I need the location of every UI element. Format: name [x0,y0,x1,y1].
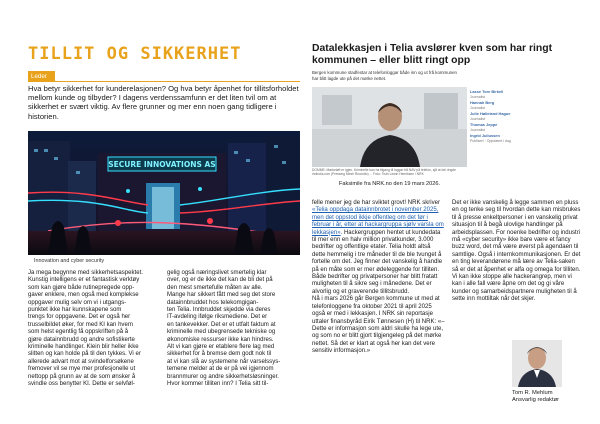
byline-name: Ingrid Juliussen [470,133,500,138]
editor-portrait [512,340,562,387]
facsimile-caption: Faksimile fra NRK.no den 19 mars 2026. [339,181,441,187]
facsimile-byline-list [470,90,580,145]
editor-name: Tom R. Mehlum [512,390,553,396]
byline-role: Publisert · Oppdatert i dag [470,138,511,143]
facsimile-photo [312,87,467,167]
article-column-3: felle mener jeg de har sviktet grovt! NRK skriver «Telia oppdaga datainnbrotet i november 2025, men det oppstod ikkje offentleg om det før i februar i år, etter at hackargruppa sjølv varsla om lekkasjen». Hackergruppen hentet ut kundedata til mer enn en halv million privatkunder, 3.000 bedrifter og offentlige etater. Telia holdt altså dette hemmelig i tre måneder til de ble tvunget å fortelle om det. Jeg finner det vanskelig å handle på en måte som er mer ødeleggende for tilliten. Både bedrifter og privatpersoner har blitt fratatt muligheten til å sikre seg i månedene. Det er alvorlig og et graverende tillitsbrudd. Nå i mars 2026 går Bergen kommune ut med at telefonloggene fra oktober 2021 til april 2025 også er med i lekkasjen. I NRK sin reportasje uttaler finansbyråd Eirik Tønnesen (H) til NRK: «– Dette er informasjon som aldri skulle ha lege ute, og som no er blitt gjort tilgjengeleg på det mørke nettet. Så det er klart at også her kan det vere sensitiv informasjon.» [312,200,445,355]
byline-role: Journalist [470,116,485,121]
facsimile-photo-credit: DOMME: Mørkeløft er igjen. Kriminelle kan ha tilgang til loggar frå NAV på telefon, sjå at dei ringde innboks-rom (Pressing Mesh Ricciotto) ... Foto: Truls Lewin Henriksen / NRK [312,168,456,176]
facsimile-article-title: Datalekkasjen i Telia avslører kven som har ringt kommunen – eller blitt ringt opp [312,43,553,67]
page-title: TILLIT OG SIKKERHET [28,44,242,64]
article-column-2: gelig også næringslivet smertelig klar over, og er de ikke det kan de bli det på den mest smertefulle måten av alle. Mange har sikkert fått med seg det store datainnbruddet hos telekomgigan- ten Telia. Innbruddet skjedde via deres IT-avdeling ifølge riksmediene. Det er en tankevekker. Det er et utfalt faktum at kriminelle med ubegrensede tekniske og økonomiske ressurser ikke kan hindres. Alt vi kan gjøre er etablere flere lag med sikkerhet for å bremse dem godt nok til at vi kan slå av systemene når varselssys- temene melder at de er på vei igjennom brannmurer og andre sikkerhetsløsninger. Hvor kommer tilliten inn? I Telia sitt til- [167,270,281,388]
paragraph: Nå i mars 2026 går Bergen kommune ut med at telefonloggene fra oktober 2021 til april 2025 også er med i lekkasjen. I NRK sin reportasje uttaler finansbyråd Eirik Tønnesen (H) til NRK: «– Dette er informasjon som aldri skulle ha lege ute, og som no er blitt gjort tilgjengeleg på det mørke nettet. Så det er klart at også her kan det vere sensitiv informasjon.» [312,296,445,355]
section-tag: Leder [28,71,55,82]
illustration-caption: Innovation and cyber security [34,258,105,264]
byline-role: Journalist [470,127,485,132]
byline-role: Journalist [470,94,485,99]
tag-divider [28,81,300,82]
facsimile-article-lead: Bergen kommune stadfestar at telefonloggar både inn og ut frå kommunen har blitt lagde ute på det mørke nettet. [312,70,457,81]
nrk-quote-link[interactable]: «Telia oppdaga datainnbrotet i november 2025, men det oppstod ikkje offentleg om det før i februar i år, etter at hackargruppa sjølv varsla om lekkasjen» [312,207,444,236]
editor-role: Ansvarlig redaktør [512,397,560,404]
byline-name: Hannah Berg [470,100,495,105]
illustration-sign-text: SECURE INNOVATIONS AS [108,160,216,169]
cyber-security-illustration [28,131,300,255]
byline-name: Julie Hølleland Hague [470,111,511,116]
editor-signature [512,390,559,404]
ingress-text: Hva betyr sikkerhet for kunderelasjonen? Og hva betyr åpenhet for tillitsforholdet mellom kunde og tilbyder? I dagens verdenssamfunn er det liten tvil om at sikkerhet er svært viktig. Av flere grunner og mer enn noen gang tidligere i historien. [28,84,299,121]
article-column-1: Ja mega begynne med sikkerhetsaspektet. Kunstig intelligens er et fantastisk verktøy som kan gjøre både rutinepregede opp- gaver enklere, men også med komplekse oppgaver mulig selv om vi i utgangs- punktet ikke har kunnskapene som trengs for oppgavene. Det er også her trusselbildet øker, for med KI kan hvem som helst egentlig få oppskriften på å gjøre datainnbrudd og andre sofistikerte kriminelle handlinger. Klein blir heller ikke slitten og kan holde på til den tykkes. Vi er allerede advart mot at svindelforsøkene fremover vil se mye mer profesjonelle ut nettopp på grunn av at de som ønsker å svindle oss benytter KI. Dette er selvføl- [28,270,143,388]
article-column-4: Det er ikke vanskelig å legge sammen en pluss en og tenke seg til hvordan dette kan misbrukes til å presse enkeltpersoner i en vanskelig privat situasjon til å begå ulovlige handlinger på arbeidsplassen. For noenke bedrifter og industri må «cyber security» ikke bare være et fancy buzz word, det må være øverst på agendaen til samtlige. Også i internkommunikasjonen. Er det en ting leverandørene må lære av Telia-saken så er det at åpenhet er alfa og omega for tilliten. Vi kan ikke stoppe alle hackerangrep, men vi kan i alle fall være åpne om det og gi våre kunder og samarbeidspartnere muligheten til å sette inn mottiltak når det skjer. [452,200,581,303]
byline-name: Lasse Tore Birkeli [470,89,504,94]
byline-name: Thomas Jeppe [470,122,498,127]
byline-role: Journalist [470,105,485,110]
